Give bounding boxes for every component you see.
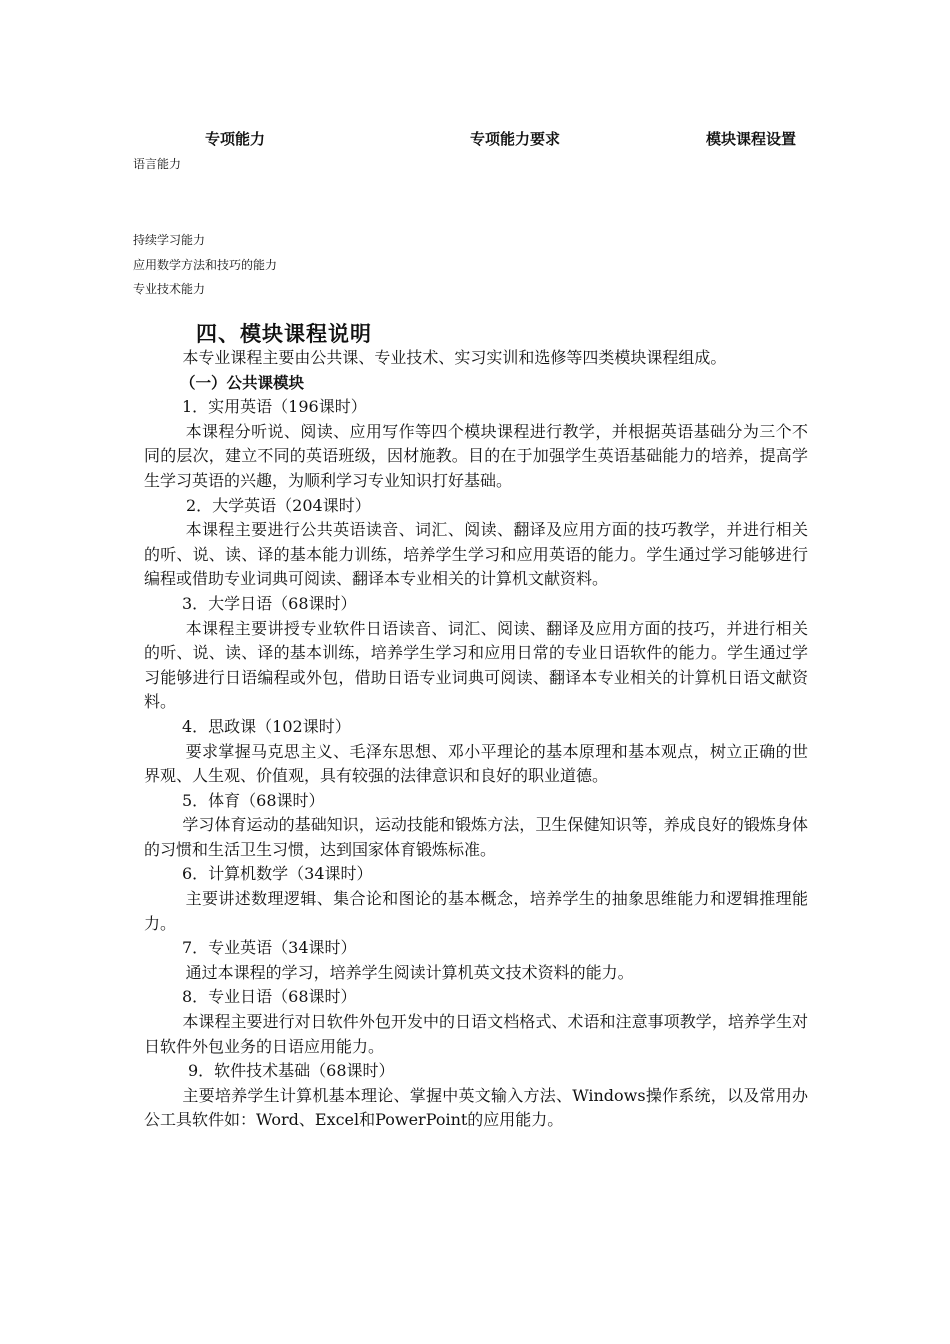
section-subheading: （一）公共课模块 <box>180 373 305 392</box>
ability-professional-tech: 专业技术能力 <box>133 282 206 296</box>
course-description: 主要培养学生计算机基本理论、掌握中英文输入方法、Windows操作系统，以及常用办公工具软件如：Word、Excel和PowerPoint的应用能力。 <box>144 1085 808 1130</box>
course-title: 8．专业日语（68课时） <box>182 987 357 1007</box>
section-intro: 本专业课程主要由公共课、专业技术、实习实训和选修等四类模块课程组成。 <box>182 348 727 367</box>
course-title: 4．思政课（102课时） <box>182 716 351 736</box>
course-title: 6．计算机数学（34课时） <box>182 864 373 884</box>
course-description: 本课程主要进行公共英语读音、词汇、阅读、翻译及应用方面的技巧教学，并进行相关的听、说、读、译的基本能力训练，培养学生学习和应用英语的能力。学生通过学习能够进行编程或借助专业词典可阅读、翻译本专业相关的计算机文献资料。 <box>144 520 808 589</box>
course-title: 7．专业英语（34课时） <box>182 938 357 958</box>
ability-continuous-learning: 持续学习能力 <box>133 233 206 247</box>
section-title: 四、模块课程说明 <box>196 322 372 346</box>
ability-language: 语言能力 <box>133 157 182 171</box>
course-title: 5．体育（68课时） <box>182 790 325 810</box>
section-body <box>144 346 808 1133</box>
course-title: 9．软件技术基础（68课时） <box>188 1061 395 1081</box>
ability-applied-math: 应用数学方法和技巧的能力 <box>133 258 278 272</box>
header-module-courses: 模块课程设置 <box>706 130 797 148</box>
course-description: 本课程主要进行对日软件外包开发中的日语文档格式、术语和注意事项教学，培养学生对日软件外包业务的日语应用能力。 <box>144 1012 808 1056</box>
course-description: 本课程主要讲授专业软件日语读音、词汇、阅读、翻译及应用方面的技巧，并进行相关的听、说、读、译的基本训练，培养学生学习和应用日常的专业日语软件的能力。学生通过学习能够进行日语编程或外包，借助日语专业词典可阅读、翻译本专业相关的计算机日语文献资料。 <box>144 618 808 712</box>
header-ability-requirements: 专项能力要求 <box>470 130 561 148</box>
ability-table-header <box>0 128 950 152</box>
course-description: 要求掌握马克思主义、毛泽东思想、邓小平理论的基本原理和基本观点，树立正确的世界观、人生观、价值观，具有较强的法律意识和良好的职业道德。 <box>144 741 808 786</box>
course-title: 2．大学英语（204课时） <box>186 495 371 515</box>
course-title: 3．大学日语（68课时） <box>182 593 357 613</box>
course-description: 本课程分听说、阅读、应用写作等四个模块课程进行教学，并根据英语基础分为三个不同的层次，建立不同的英语班级，因材施教。目的在于加强学生英语基础能力的培养，提高学生学习英语的兴趣，为顺利学习专业知识打好基础。 <box>144 421 808 490</box>
course-description: 主要讲述数理逻辑、集合论和图论的基本概念，培养学生的抽象思维能力和逻辑推理能力。 <box>144 889 808 933</box>
course-description: 通过本课程的学习，培养学生阅读计算机英文技术资料的能力。 <box>185 962 634 982</box>
course-title: 1．实用英语（196课时） <box>182 397 367 417</box>
course-description: 学习体育运动的基础知识，运动技能和锻炼方法，卫生保健知识等，养成良好的锻炼身体的习惯和生活卫生习惯，达到国家体育锻炼标准。 <box>144 815 808 859</box>
header-specialized-ability: 专项能力 <box>205 130 266 148</box>
